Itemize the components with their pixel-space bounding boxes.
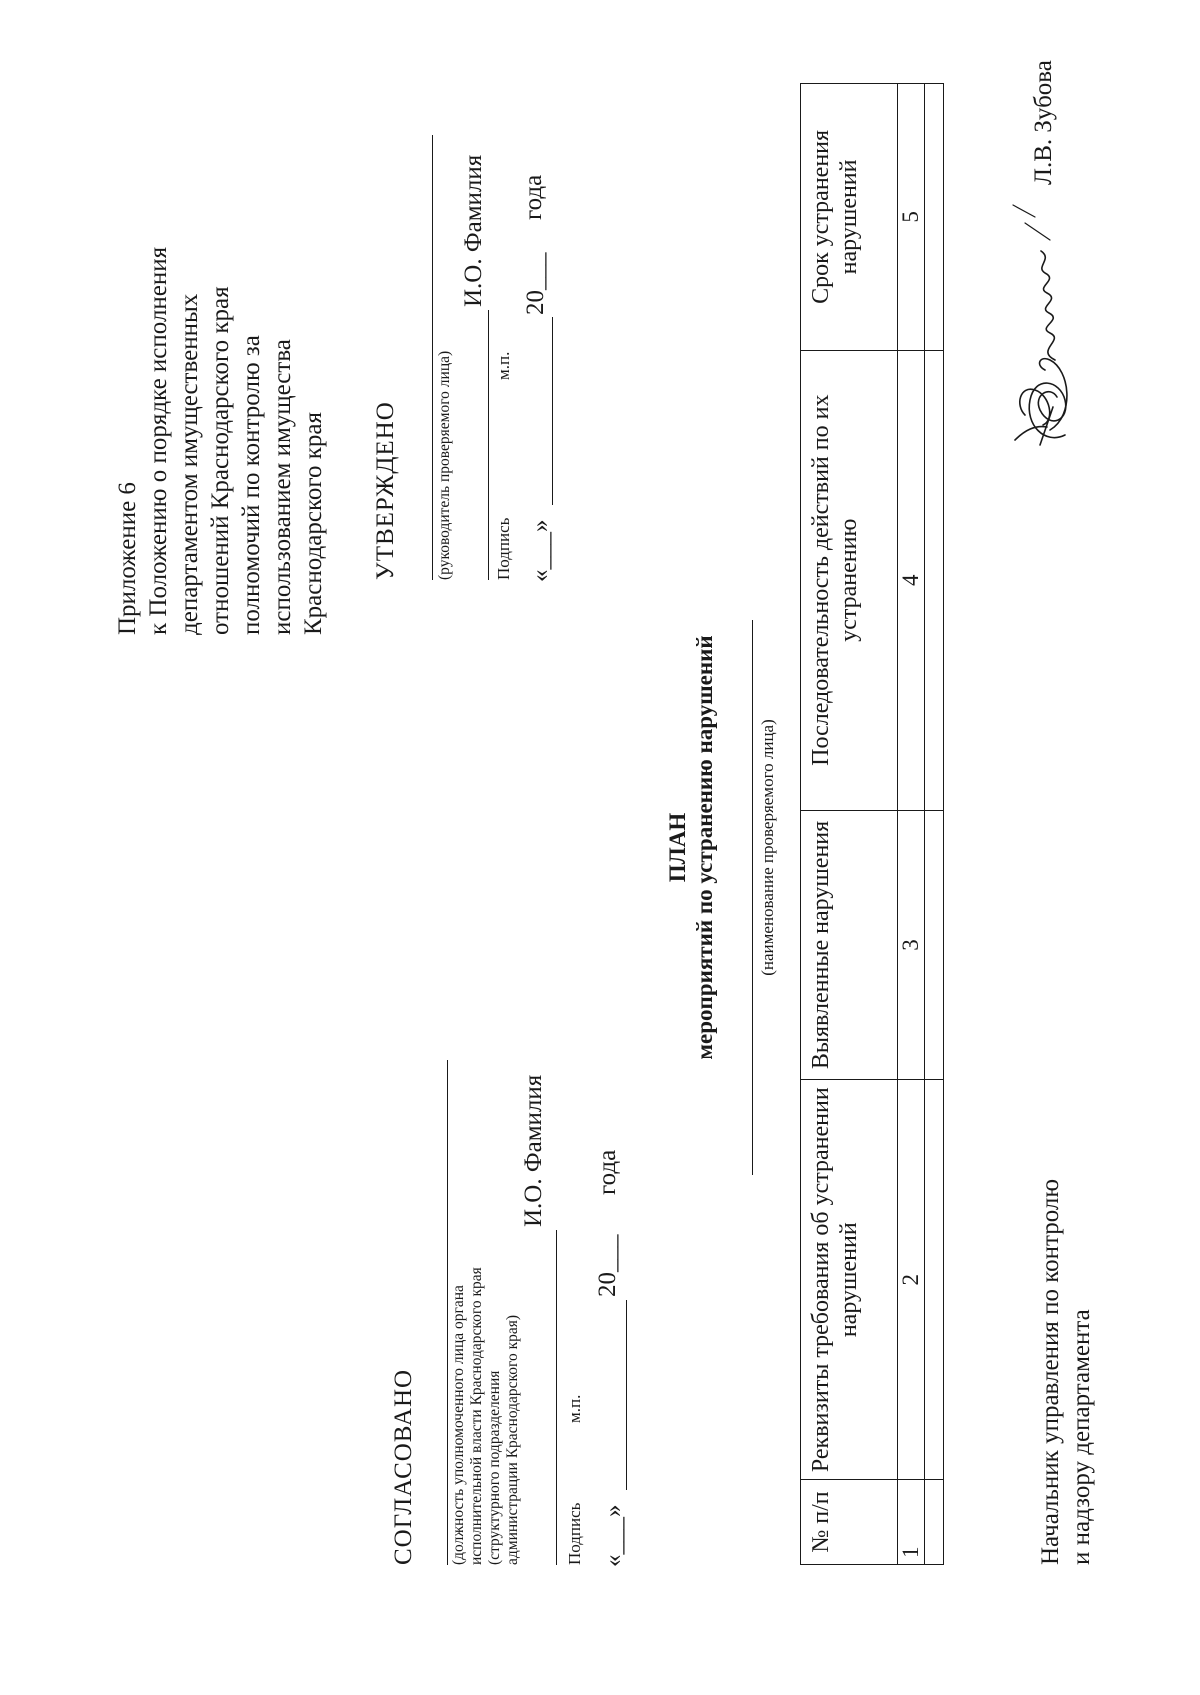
approved-title: УТВЕРЖДЕНО <box>372 401 399 580</box>
footer-person-name: Л.В. Зубова <box>1030 60 1057 185</box>
agreed-signature-label: Подпись <box>565 1502 584 1565</box>
approved-date-month-line <box>552 317 553 505</box>
handwritten-signature <box>995 195 1085 455</box>
approved-signature-label: Подпись <box>494 517 513 580</box>
table-cell: 5 <box>898 84 925 351</box>
plan-title <box>664 0 718 1695</box>
appendix-line: полномочий по контролю за <box>238 335 265 635</box>
agreed-description <box>450 1267 522 1565</box>
agreed-date-month-line <box>626 1300 627 1490</box>
agreed-description-line: исполнительной власти Краснодарского края <box>468 1267 485 1565</box>
approved-name-line <box>488 310 489 580</box>
table-cell <box>925 1080 944 1480</box>
table-cell: 1 <box>898 1480 925 1565</box>
table-cell <box>925 810 944 1080</box>
approved-stamp-label: м.п. <box>494 351 513 380</box>
footer-position-line: Начальник управления по контролю <box>1037 1178 1064 1565</box>
agreed-description-line: (структурного подразделения <box>486 1370 503 1565</box>
table-row <box>898 84 925 1565</box>
appendix-line: Краснодарского края <box>300 412 327 635</box>
agreed-name-line <box>556 1230 557 1565</box>
approved-date-year: 20___ <box>522 252 549 315</box>
appendix-line: департаментом имущественных <box>176 293 203 635</box>
appendix-header <box>112 247 329 635</box>
table-cell: 2 <box>898 1080 925 1480</box>
plan-table <box>800 83 944 1565</box>
table-cell <box>925 350 944 810</box>
agreed-date-year-word: года <box>594 1149 621 1195</box>
agreed-description-line: администрации Краснодарского края) <box>504 1314 521 1565</box>
approved-date-day: «___» <box>527 519 554 582</box>
table-cell: 4 <box>898 350 925 810</box>
agreed-date-year: 20___ <box>594 1234 621 1297</box>
appendix-line: Приложение 6 <box>114 482 141 635</box>
approved-description: (руководитель проверяемого лица) <box>436 350 453 580</box>
plan-title-main: ПЛАН <box>665 812 690 883</box>
approved-person-name: И.О. Фамилия <box>460 154 487 307</box>
table-row <box>925 84 944 1565</box>
column-header-requisites: Реквизиты требования об устранении нарушений <box>801 1080 898 1480</box>
table-cell: 3 <box>898 810 925 1080</box>
agreed-description-line: (должность уполномоченного лица органа <box>450 1285 467 1565</box>
column-header-actions: Последовательность действий по их устранению <box>801 350 898 810</box>
table-cell <box>925 1480 944 1565</box>
org-name-label: (наименование проверяемого лица) <box>758 719 777 976</box>
appendix-line: использованием имущества <box>269 339 296 635</box>
column-header-deadline: Срок устранения нарушений <box>801 84 898 351</box>
column-header-number: № п/п <box>801 1480 898 1565</box>
table-cell <box>925 84 944 351</box>
org-name-line <box>752 620 753 1175</box>
approved-position-line <box>432 135 433 580</box>
approved-date-year-word: года <box>520 174 547 220</box>
agreed-date-day: «___» <box>600 1504 627 1567</box>
column-header-violations: Выявленные нарушения <box>801 810 898 1080</box>
agreed-position-line <box>447 1060 448 1565</box>
appendix-line: к Положению о порядке исполнения <box>145 246 172 635</box>
agreed-title: СОГЛАСОВАНО <box>390 1368 417 1565</box>
footer-position <box>1035 1179 1097 1565</box>
footer-position-line: и надзору департамента <box>1068 1309 1095 1565</box>
table-header-row <box>801 84 898 1565</box>
agreed-person-name: И.О. Фамилия <box>520 1074 547 1227</box>
appendix-line: отношений Краснодарского края <box>207 286 234 635</box>
plan-title-subtitle: мероприятий по устранению нарушений <box>692 635 717 1060</box>
agreed-stamp-label: м.п. <box>565 1394 584 1423</box>
